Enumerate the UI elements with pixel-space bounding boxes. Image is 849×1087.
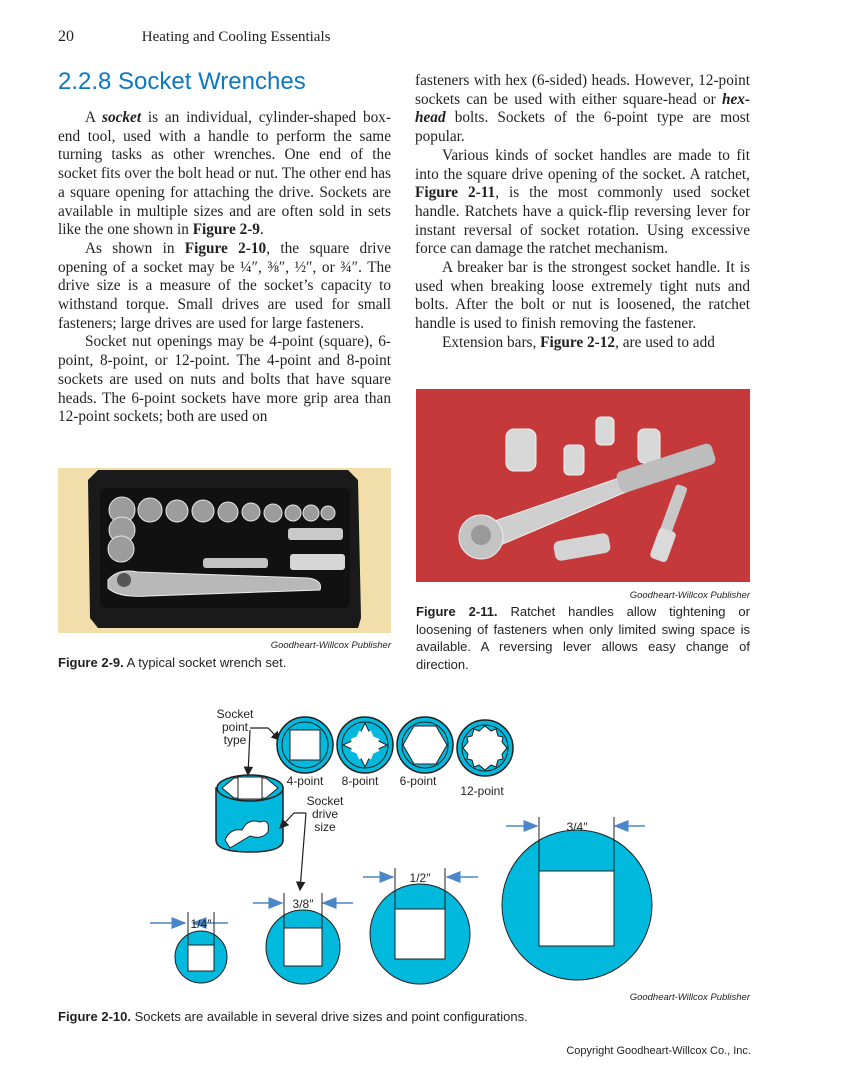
label-8-point: 8-point [341, 774, 379, 788]
drive-size-1-4-icon [150, 912, 228, 983]
text: bolts. Sockets of the 6-point type are most popular. [415, 109, 750, 146]
label-4-point: 4-point [286, 774, 324, 788]
figure-label: Figure 2-10. [58, 1009, 131, 1024]
figure-label: Figure 2-9. [58, 655, 124, 670]
caption-text: A typical socket wrench set. [123, 655, 287, 670]
socket-6-point-icon [397, 717, 453, 773]
book-title: Heating and Cooling Essentials [141, 29, 331, 45]
ratchet-illustration [416, 389, 750, 582]
paragraph: A breaker bar is the strongest socket handle. It is used when breaking loose extremely tight nuts and bolts. After the bolt or nut is loosened, the ratchet handle is used to finish removing the fastener. [415, 259, 750, 333]
page-number: 20 [58, 28, 74, 45]
text: As shown in [85, 239, 185, 257]
key-term: hex-head [415, 90, 750, 127]
text: is an individual, cylinder-shaped box-end tool, used with a handle to perform the same turning tasks as other wrenches. One end of the socket fits over the bolt head or nut. The other end has a square opening for attaching the drive. Sockets are available in multiple sizes and are often sold in sets like the one shown in [58, 109, 391, 239]
label-6-point: 6-point [399, 774, 437, 788]
figure-reference: Figure 2-12 [540, 333, 616, 351]
left-column [58, 109, 391, 427]
socket-12-point-icon [457, 720, 513, 776]
callout-point-type-line1: Socket [216, 707, 254, 721]
text: Extension bars, [442, 333, 541, 351]
right-column [415, 72, 750, 353]
label-1-2-inch: 1/2″ [409, 871, 431, 885]
paragraph: Socket nut openings may be 4-point (square), 6-point, 8-point, or 12-point. The 4-point and 8-point sockets are used on nuts and bolts that have square heads. The 6-point sockets have more grip area than 12-point sockets; both are used on [58, 333, 391, 426]
paragraph [58, 109, 391, 240]
socket-diagram [150, 700, 670, 990]
label-12-point: 12-point [460, 784, 504, 798]
paragraph [415, 72, 750, 147]
callout-point-type-line3: type [223, 733, 247, 747]
text: Various kinds of socket handles are made to fit into the square drive opening of the socket. A ratchet, [415, 146, 750, 183]
section-title: 2.2.8 Socket Wrenches [58, 68, 306, 95]
text: , the square drive opening of a socket may be ¼″, ⅜″, ½″, or ¾″. The drive size is a measure of the socket’s capacity to withstand torque. Small drives are used for small fasteners; large drives are used for large fasteners. [58, 239, 391, 332]
socket-cylinder-icon [216, 775, 283, 852]
figure-reference: Figure 2-9 [192, 221, 260, 239]
drive-size-1-2-icon [363, 868, 478, 984]
figure-2-9-caption [58, 654, 391, 672]
callout-drive-size-line3: size [314, 820, 336, 834]
figure-2-9-credit: Goodheart-Willcox Publisher [270, 640, 391, 651]
socket-set-illustration [58, 468, 391, 633]
text: fasteners with hex (6-sided) heads. However, 12-point sockets can be used with either square-head or [415, 72, 750, 108]
paragraph [415, 334, 750, 353]
caption-text: Ratchet handles allow tightening or loosening of fasteners when only limited swing space is available. A reversing lever allows easy change of direction. [416, 604, 750, 672]
label-3-8-inch: 3/8″ [292, 897, 314, 911]
label-1-4-inch: 1/4″ [190, 917, 212, 931]
callout-drive-size-line1: Socket [306, 794, 344, 808]
figure-2-9-photo [58, 468, 391, 633]
figure-2-10-credit: Goodheart-Willcox Publisher [629, 992, 750, 1003]
drive-size-3-4-icon [502, 817, 652, 980]
figure-2-11-credit: Goodheart-Willcox Publisher [629, 590, 750, 601]
caption-text: Sockets are available in several drive sizes and point configurations. [130, 1009, 528, 1024]
figure-2-11-photo [416, 389, 750, 582]
socket-4-point-icon [277, 717, 333, 773]
copyright-footer: Copyright Goodheart-Willcox Co., Inc. [566, 1045, 751, 1057]
text: , is the most commonly used socket handle. Ratchets have a quick-flip reversing lever for instant reversal of socket rotation. Using excessive force can damage the ratchet mechanism. [415, 184, 750, 258]
callout-point-type-line2: point [221, 720, 249, 734]
socket-8-point-icon [337, 717, 393, 773]
callout-drive-size-line2: drive [311, 807, 339, 821]
figure-reference: Figure 2-11 [415, 184, 496, 202]
figure-2-11-caption [416, 603, 750, 673]
running-header [58, 28, 330, 46]
text: A [85, 109, 102, 126]
figure-2-10-caption [58, 1008, 758, 1026]
text: , are used to add [615, 333, 715, 351]
text: . [259, 221, 264, 239]
label-3-4-inch: 3/4″ [566, 820, 588, 834]
paragraph [58, 240, 391, 334]
paragraph [415, 147, 750, 259]
figure-2-10-diagram [150, 700, 670, 990]
figure-reference: Figure 2-10 [184, 239, 267, 257]
key-term: socket [102, 109, 142, 126]
figure-label: Figure 2-11. [416, 604, 498, 619]
